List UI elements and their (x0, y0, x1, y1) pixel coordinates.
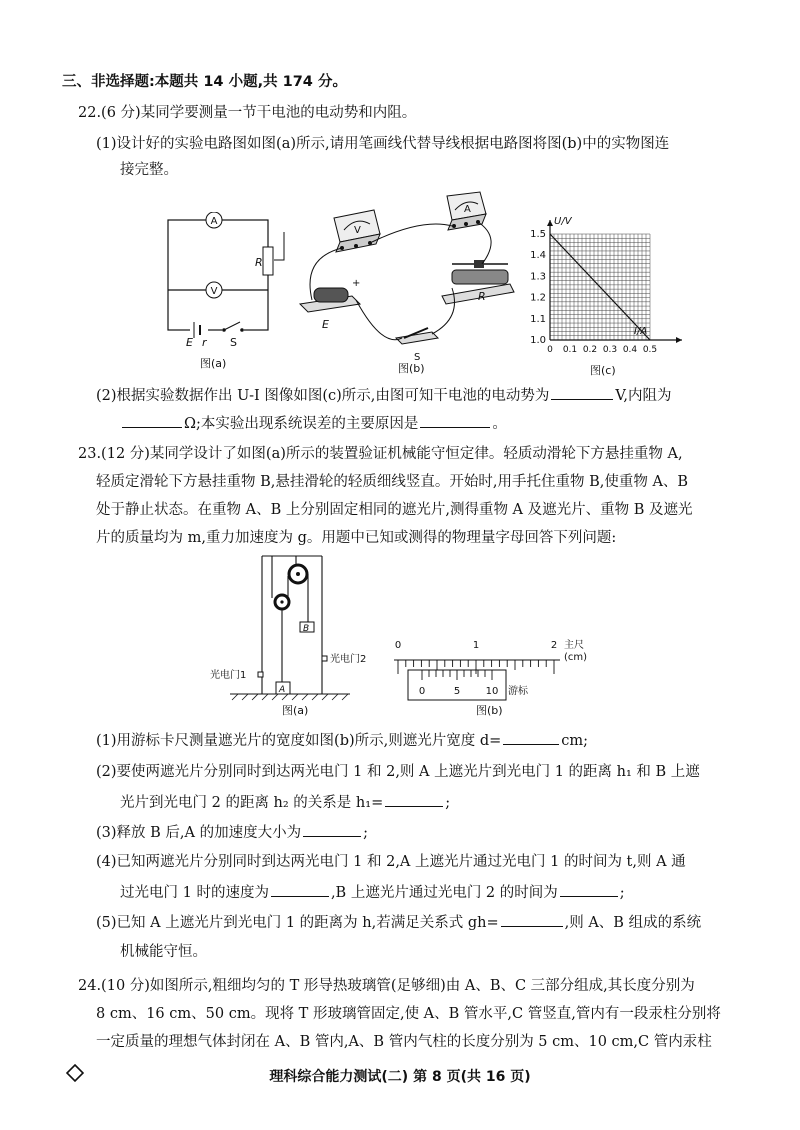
switch-s-label: S (414, 352, 421, 363)
q22-heading: 22.(6 分)某同学要测量一节干电池的电动势和内阻。 (78, 105, 417, 121)
battery-e-label: E (322, 318, 329, 331)
page-footer: 理科综合能力测试(二) 第 8 页(共 16 页) (269, 1069, 531, 1085)
device-a-label: A (464, 204, 471, 215)
battery-device (300, 278, 360, 331)
q23-line2: 轻质定滑轮下方悬挂重物 B,悬挂滑轮的轻质细线竖直。开始时,用手托住重物 B,使重物 A、B (96, 474, 689, 490)
main-scale-number: 1 (472, 640, 480, 651)
x-tick-label: 0 (547, 345, 553, 355)
q23-sub5-line2: 机械能守恒。 (120, 944, 207, 960)
fig-23a-caption: 图(a) (282, 704, 309, 717)
q22-part2-text-1: (2)根据实验数据作出 U-I 图像如图(c)所示,由图可知干电池的电动势为 (96, 388, 550, 404)
q23-sub5-text: (5)已知 A 上遮光片到光电门 1 的距离为 h,若满足关系式 gh= (96, 915, 499, 931)
main-scale-number: 0 (394, 640, 402, 651)
q23-sub4-line1: (4)已知两遮光片分别同时到达两光电门 1 和 2,A 上遮光片通过光电门 1 的时间为 t,则 A 通 (96, 854, 686, 870)
internal-r-label: r (202, 336, 207, 349)
q22-part1-line2: 接完整。 (120, 162, 178, 178)
q23-sub5-line1 (96, 912, 701, 933)
acceleration-blank[interactable] (303, 822, 361, 837)
internal-resistance-blank[interactable] (122, 413, 182, 428)
switch-device (396, 328, 438, 363)
q22-part2-text-3: Ω;本实验出现系统误差的主要原因是 (184, 416, 419, 432)
q22-part2-text-2: V,内阻为 (615, 388, 672, 404)
q23-line3: 处于静止状态。在重物 A、B 上分别固定相同的遮光片,测得重物 A 及遮光片、重物 B 及遮光 (96, 502, 693, 518)
photogate-1-label: 光电门1 (210, 670, 247, 681)
q22-part2-line1 (96, 385, 671, 406)
q23-sub1-unit: cm; (561, 733, 589, 749)
section-title: 三、非选择题:本题共 14 小题,共 174 分。 (62, 74, 347, 90)
y-tick-label: 1.2 (530, 292, 546, 304)
fig-b-caption: 图(b) (398, 362, 425, 374)
rheostat-device (442, 260, 514, 304)
y-axis-label: U/V (554, 216, 572, 227)
photogate-2-icon (322, 656, 327, 661)
vernier-number: 0 (418, 686, 426, 697)
q23-sub2-end: ; (445, 795, 451, 811)
main-scale-unit: (cm) (564, 652, 588, 663)
fig-c-caption: 图(c) (590, 364, 616, 377)
q23-sub1 (96, 730, 588, 751)
x-tick-label: 0.4 (622, 345, 638, 355)
q23-sub2-line2 (120, 792, 450, 813)
rheostat-icon (263, 247, 273, 275)
q22-part2-text-4: 。 (492, 416, 507, 432)
vernier-number: 5 (453, 686, 461, 697)
q23-sub1-text: (1)用游标卡尺测量遮光片的宽度如图(b)所示,则遮光片宽度 d= (96, 733, 502, 749)
energy-relation-blank[interactable] (501, 912, 563, 927)
x-tick-label: 0.3 (602, 345, 618, 355)
q23-sub3-end: ; (363, 825, 368, 841)
q23-sub4-text: 过光电门 1 时的速度为 (120, 885, 269, 901)
circuit-loop (168, 220, 268, 330)
emf-answer-blank[interactable] (551, 385, 613, 400)
voltmeter-label: V (210, 286, 218, 297)
q23-sub5-text-2: ,则 A、B 组成的系统 (564, 915, 702, 931)
rheostat-label: R (255, 256, 263, 269)
emf-label: E (186, 336, 193, 349)
battery-plus-label: + (352, 278, 361, 289)
q22-part2-line2 (120, 413, 507, 434)
x-axis-label: I/A (634, 326, 648, 337)
voltmeter-device (334, 210, 380, 252)
y-tick-label: 1.4 (530, 250, 546, 262)
vernier-scale-label: 游标 (508, 686, 528, 697)
slider-wire (274, 232, 284, 260)
photogate-2-label: 光电门2 (330, 654, 367, 665)
q22-part1-line1: (1)设计好的实验电路图如图(a)所示,请用笔画线代替导线根据电路图将图(b)中的实物图连 (96, 136, 670, 152)
h1-relation-blank[interactable] (385, 792, 443, 807)
q23-sub4-text-2: ,B 上遮光片通过光电门 2 的时间为 (330, 885, 558, 901)
ammeter-label: A (210, 216, 218, 227)
q23-line1: 23.(12 分)某同学设计了如图(a)所示的装置验证机械能守恒定律。轻质动滑轮下方悬挂重物 A, (78, 446, 683, 462)
y-tick-label: 1.1 (530, 313, 546, 325)
q23-sub2-text: 光片到光电门 2 的距离 h₂ 的关系是 h₁= (120, 795, 384, 811)
ammeter-device (447, 192, 486, 230)
velocity-blank[interactable] (271, 882, 329, 897)
weight-a-label: A (279, 685, 286, 695)
y-tick-label: 1.5 (530, 229, 546, 240)
main-scale-label: 主尺 (564, 640, 584, 651)
u-i-series-line (550, 234, 650, 340)
q23-figure-a-pulley (210, 552, 390, 720)
q24-line2: 8 cm、16 cm、50 cm。现将 T 形玻璃管固定,使 A、B 管水平,C 管竖直,管内有一段汞柱分别将 (96, 1006, 721, 1022)
q23-sub3-text: (3)释放 B 后,A 的加速度大小为 (96, 825, 302, 841)
width-d-blank[interactable] (503, 730, 559, 745)
q23-line4: 片的质量均为 m,重力加速度为 g。用题中已知或测得的物理量字母回答下列问题: (96, 530, 617, 546)
q23-sub4-line2 (120, 882, 625, 903)
vernier-number: 10 (485, 686, 499, 697)
y-tick-label: 1.3 (530, 271, 546, 283)
q23-sub2-line1: (2)要使两遮光片分别同时到达两光电门 1 和 2,则 A 上遮光片到光电门 1 的距离 h₁ 和 B 上遮 (96, 764, 700, 780)
fig-a-caption: 图(a) (200, 357, 227, 370)
y-tick-label: 1.0 (530, 335, 546, 346)
x-axis-arrow-icon (676, 337, 682, 343)
time-b-blank[interactable] (560, 882, 618, 897)
y-axis-arrow-icon (547, 220, 553, 226)
q23-sub3 (96, 822, 368, 843)
x-tick-label: 0.5 (642, 345, 658, 355)
q24-line1: 24.(10 分)如图所示,粗细均匀的 T 形导热玻璃管(足够细)由 A、B、C 三部分组成,其长度分别为 (78, 978, 695, 994)
q22-figure-a-circuit (160, 212, 290, 372)
q22-figure-c-chart (520, 212, 698, 380)
x-tick-label: 0.1 (562, 345, 578, 355)
fig-23b-caption: 图(b) (476, 704, 503, 717)
weight-b-label: B (303, 624, 310, 634)
switch-label: S (230, 336, 237, 349)
error-reason-blank[interactable] (420, 413, 490, 428)
device-v-label: V (354, 225, 361, 236)
rheostat-r-label: R (478, 290, 486, 303)
q23-sub4-end: ; (619, 885, 625, 901)
q23-figure-b-vernier (390, 632, 600, 722)
q24-line3: 一定质量的理想气体封闭在 A、B 管内,A、B 管内气柱的长度分别为 5 cm、10 cm,C 管内汞柱 (96, 1034, 712, 1050)
x-tick-label: 0.2 (582, 345, 598, 355)
main-scale-number: 2 (550, 640, 558, 651)
photogate-1-icon (258, 672, 263, 677)
q22-figure-b-apparatus (292, 188, 532, 374)
